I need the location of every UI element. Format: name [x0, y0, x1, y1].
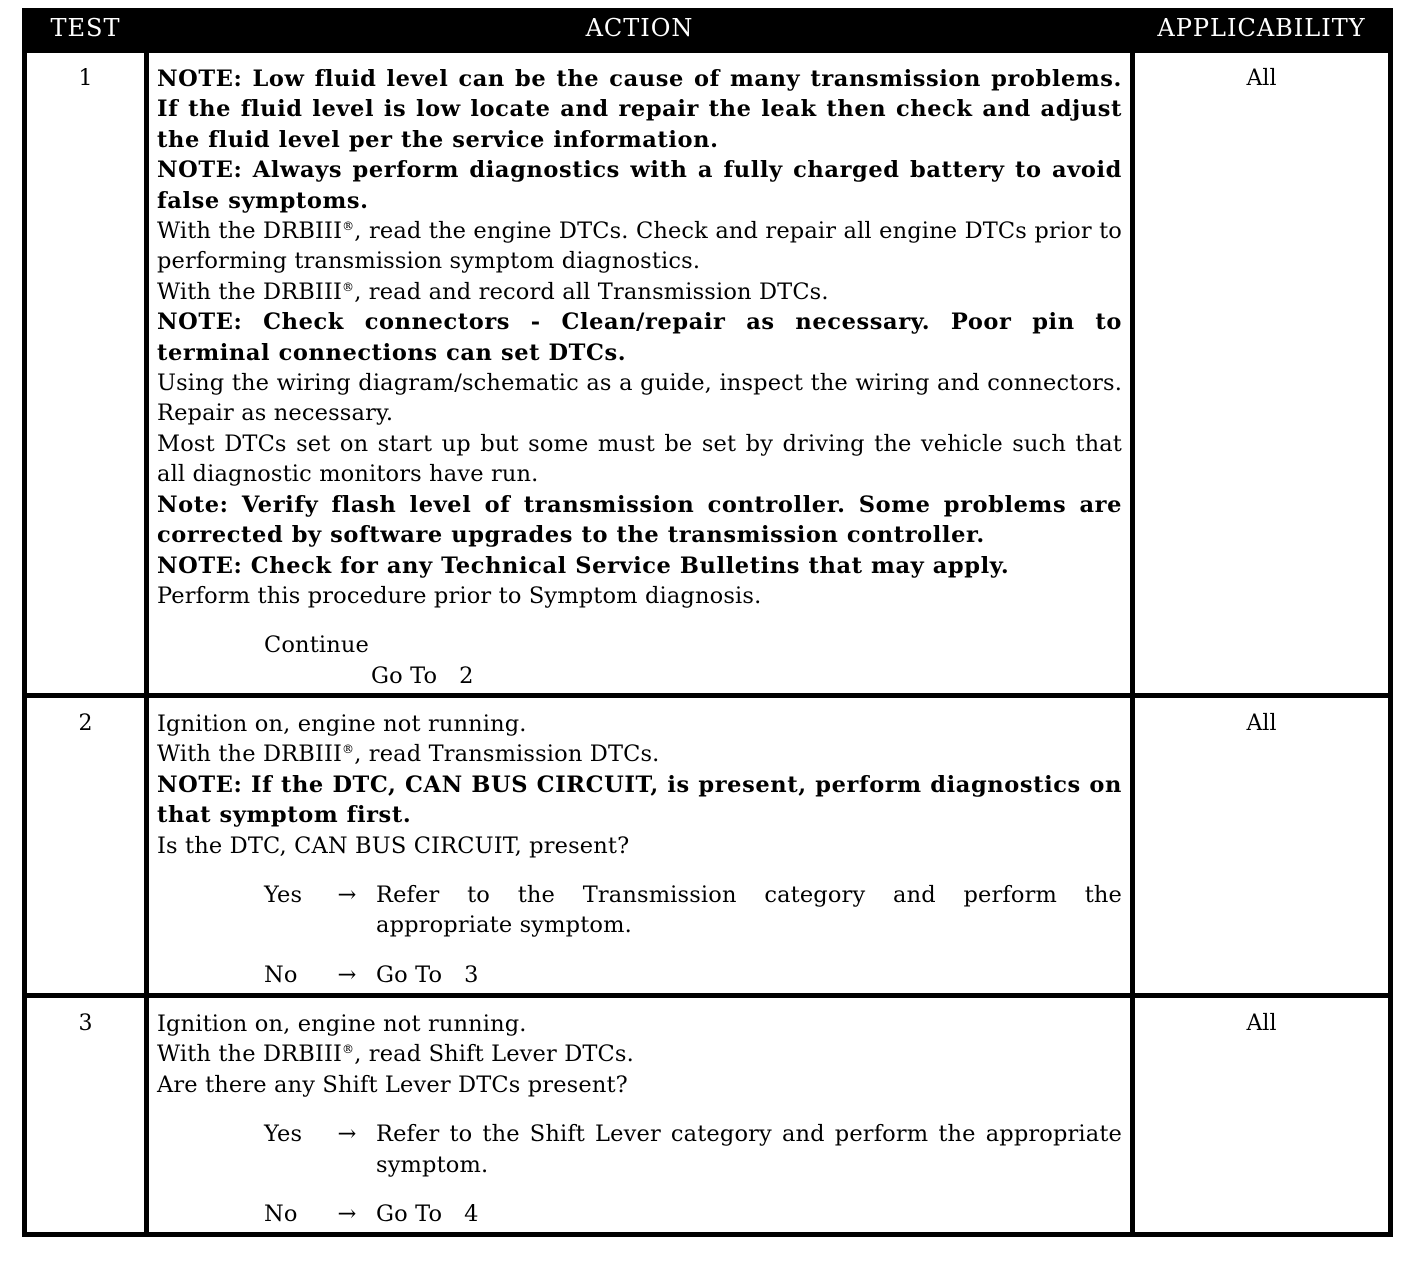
- action-cell: [147, 996, 1133, 1235]
- action-step: With the DRBIII®, read the engine DTCs. Check and repair all engine DTCs prior to performing transmission symptom diagnostics.: [157, 218, 1122, 275]
- applicability-value: All: [1246, 711, 1277, 736]
- test-number: 3: [78, 1011, 93, 1036]
- action-note: NOTE: Check connectors - Clean/repair as necessary. Poor pin to terminal connections can set DTCs.: [157, 309, 1122, 366]
- action-note: NOTE: Check for any Technical Service Bulletins that may apply.: [157, 552, 1010, 579]
- arrow-right-icon: →: [337, 961, 357, 988]
- action-note: Note: Verify flash level of transmission controller. Some problems are corrected by software upgrades to the transmission controller.: [157, 491, 1122, 549]
- action-step: Most DTCs set on start up but some must be set by driving the vehicle such that all diagnostic monitors have run.: [157, 430, 1122, 488]
- table-header-row: [25, 8, 1391, 51]
- yes-label: Yes: [264, 882, 303, 909]
- no-label: No: [264, 961, 298, 988]
- action-question: Is the DTC, CAN BUS CIRCUIT, present?: [157, 832, 630, 859]
- yes-text: Refer to the Shift Lever category and perform the appropriate symptom.: [376, 1121, 1122, 1178]
- applicability-cell: [1133, 696, 1391, 996]
- registered-mark: ®: [342, 279, 355, 294]
- applicability-cell: [1133, 51, 1391, 696]
- action-note: NOTE: Always perform diagnostics with a fully charged battery to avoid false symptoms.: [157, 157, 1122, 214]
- yes-label: Yes: [264, 1121, 303, 1148]
- applicability-cell: [1133, 996, 1391, 1235]
- action-step: Ignition on, engine not running.: [157, 711, 527, 737]
- test-number-cell: [25, 51, 147, 696]
- arrow-right-icon: →: [337, 1201, 357, 1228]
- header-action: ACTION: [147, 8, 1133, 51]
- no-answer[interactable]: [157, 960, 1122, 990]
- continue-label: Continue: [264, 632, 369, 659]
- action-step: With the DRBIII®, read Shift Lever DTCs.: [157, 1041, 634, 1068]
- header-test: TEST: [25, 8, 147, 51]
- diagnostic-table: [22, 8, 1393, 1237]
- table-row: [25, 696, 1391, 996]
- yes-text: Refer to the Transmission category and perform the appropriate symptom.: [376, 882, 1122, 939]
- registered-mark: ®: [342, 219, 355, 234]
- action-step: Using the wiring diagram/schematic as a guide, inspect the wiring and connectors. Repair as necessary.: [157, 370, 1122, 427]
- action-step: With the DRBIII®, read Transmission DTCs.: [157, 741, 660, 768]
- test-number-cell: [25, 996, 147, 1235]
- no-goto-link[interactable]: Go To 4: [376, 1201, 479, 1228]
- goto-link[interactable]: Go To 2: [371, 662, 474, 689]
- action-note: NOTE: Low fluid level can be the cause of many transmission problems. If the fluid level is low locate and repair the leak then check and adjust the fluid level per the service information.: [157, 66, 1122, 153]
- test-number: 2: [78, 711, 93, 736]
- action-cell: [147, 51, 1133, 696]
- arrow-right-icon: →: [337, 882, 357, 909]
- action-step: With the DRBIII®, read and record all Transmission DTCs.: [157, 278, 829, 305]
- test-number-cell: [25, 696, 147, 996]
- action-step: Perform this procedure prior to Symptom diagnosis.: [157, 582, 762, 609]
- no-answer[interactable]: [157, 1199, 1122, 1229]
- registered-mark: ®: [342, 742, 355, 757]
- action-step: Ignition on, engine not running.: [157, 1011, 527, 1037]
- yes-answer[interactable]: [157, 1119, 1122, 1180]
- applicability-value: All: [1246, 66, 1277, 91]
- registered-mark: ®: [342, 1042, 355, 1057]
- applicability-value: All: [1246, 1011, 1277, 1036]
- table-row: [25, 51, 1391, 696]
- header-applicability: APPLICABILITY: [1133, 8, 1391, 51]
- arrow-right-icon: →: [337, 1121, 357, 1148]
- yes-answer[interactable]: [157, 880, 1122, 941]
- no-label: No: [264, 1201, 298, 1228]
- no-goto-link[interactable]: Go To 3: [376, 961, 479, 988]
- action-note: NOTE: If the DTC, CAN BUS CIRCUIT, is present, perform diagnostics on that symptom first.: [157, 771, 1122, 829]
- test-number: 1: [78, 66, 93, 91]
- table-row: [25, 996, 1391, 1235]
- action-question: Are there any Shift Lever DTCs present?: [157, 1071, 628, 1098]
- action-cell: [147, 696, 1133, 996]
